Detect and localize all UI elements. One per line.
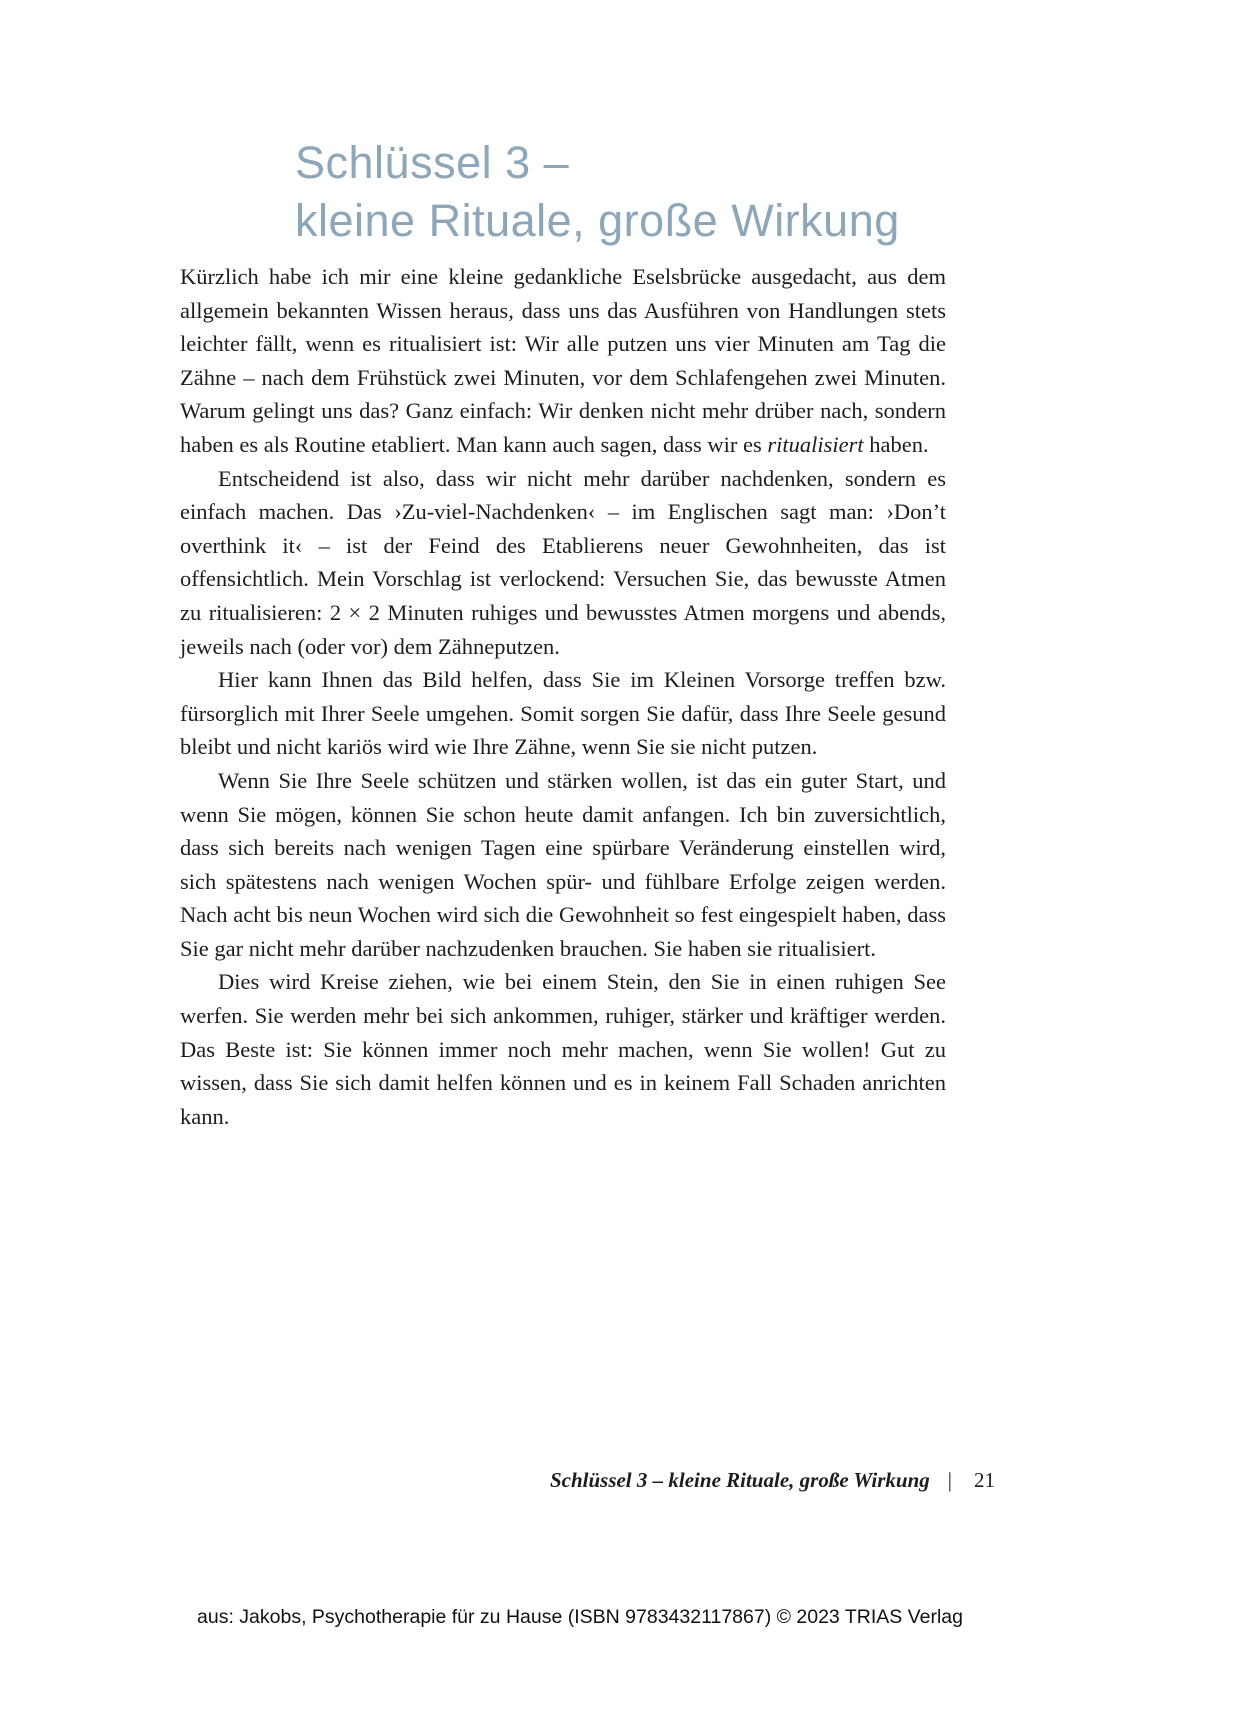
paragraph (180, 764, 946, 966)
italic-run: ritualisiert (767, 431, 864, 457)
footer-separator: | (947, 1468, 952, 1492)
source-credit: aus: Jakobs, Psychotherapie für zu Hause (ISBN 9783432117867) © 2023 TRIAS Verlag (197, 1606, 963, 1628)
text-run: Entscheidend ist also, dass wir nicht mehr darüber nachdenken, sondern es einfach machen. Das ›Zu-viel-Nachdenken‹ – im Englischen sagt man: ›Don’t overthink it‹ – ist der Feind des Etablierens neuer Gewohnheiten, das ist offensichtlich. Mein Vorschlag ist verlockend: Versuchen Sie, das bewusste Atmen zu ritualisieren: 2 × 2 Minuten ruhiges und bewusstes Atmen morgens und abends, jeweils nach (oder vor) dem Zähneputzen. (180, 465, 946, 659)
text-run: Dies wird Kreise ziehen, wie bei einem Stein, den Sie in einen ruhigen See werfen. Sie werden mehr bei sich ankommen, ruhiger, stärker und kräftiger werden. Das Beste ist: Sie können immer noch mehr machen, wenn Sie wollen! Gut zu wissen, dass Sie sich damit helfen können und es in keinem Fall Schaden anrichten kann. (180, 969, 946, 1129)
chapter-title-line1: Schlüssel 3 – (295, 137, 570, 188)
body-paragraphs (180, 260, 946, 1133)
paragraph (180, 965, 946, 1133)
chapter-title (295, 134, 900, 250)
text-run: haben. (863, 431, 929, 457)
text-run: Hier kann Ihnen das Bild helfen, dass Sie im Kleinen Vorsorge treffen bzw. fürsorglich mit Ihrer Seele umgehen. Somit sorgen Sie dafür, dass Ihre Seele gesund bleibt und nicht kariös wird wie Ihre Zähne, wenn Sie sie nicht putzen. (180, 667, 946, 760)
page-number: 21 (974, 1468, 995, 1492)
paragraph (180, 462, 946, 664)
page-footer (550, 1468, 995, 1493)
text-run: Kürzlich habe ich mir eine kleine gedankliche Eselsbrücke ausgedacht, aus dem allgemein bekannten Wissen heraus, dass uns das Ausführen von Handlungen stets leichter fällt, wenn es ritualisiert ist: Wir alle putzen uns vier Minuten am Tag die Zähne – nach dem Frühstück zwei Minuten, vor dem Schlafengehen zwei Minuten. Warum gelingt uns das? Ganz einfach: Wir denken nicht mehr drüber nach, sondern haben es als Routine etabliert. Man kann auch sagen, dass wir es (180, 264, 946, 457)
paragraph (180, 663, 946, 764)
running-head: Schlüssel 3 – kleine Rituale, große Wirkung (549, 1468, 930, 1492)
chapter-title-line2: kleine Rituale, große Wirkung (295, 195, 900, 246)
paragraph (180, 260, 946, 462)
text-run: Wenn Sie Ihre Seele schützen und stärken wollen, ist das ein guter Start, und wenn Sie mögen, können Sie schon heute damit anfangen. Ich bin zuversichtlich, dass sich bereits nach wenigen Tagen eine spürbare Veränderung einstellen wird, sich spätestens nach wenigen Wochen spür- und fühlbare Erfolge zeigen werden. Nach acht bis neun Wochen wird sich die Gewohnheit so fest eingespielt haben, dass Sie gar nicht mehr darüber nachzudenken brauchen. Sie haben sie ritualisiert. (180, 767, 946, 961)
